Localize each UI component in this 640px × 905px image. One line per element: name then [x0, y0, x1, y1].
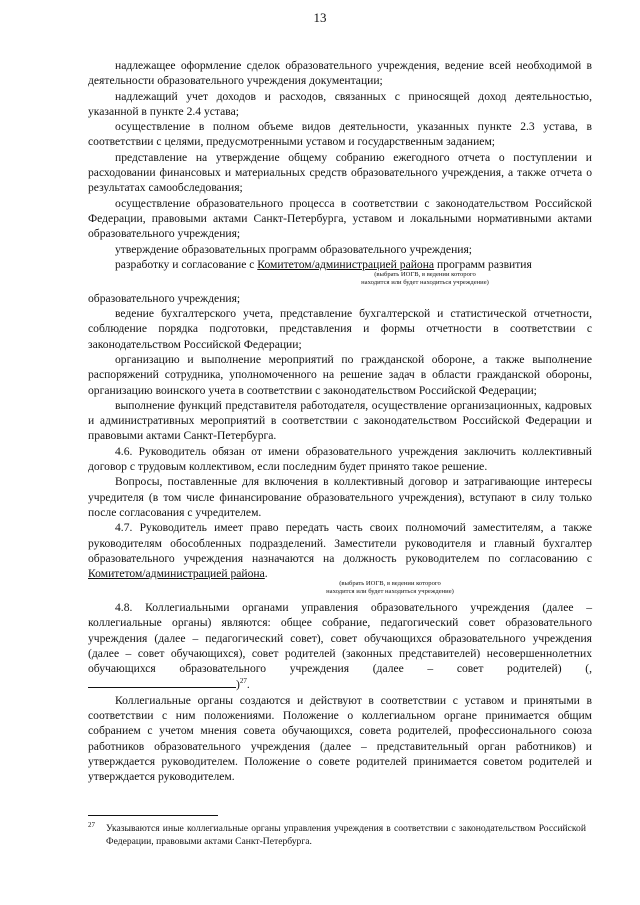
clause-4-8-end: . — [246, 678, 250, 692]
paragraph: ведение бухгалтерского учета, представление бухгалтерской и статистической отчетности, соблюдение порядка подготовки, представления и формы отчетности в соответствии с законодательством Российской Федерации; — [88, 307, 592, 351]
paragraph: выполнение функций представителя работодателя, осуществление организационных, кадровых и административных мероприятий в соответствии с законодательством Российской Федерации и правовыми актами Санкт-Петербурга. — [88, 398, 592, 443]
footnote — [88, 822, 588, 848]
footnote-text: Указываются иные коллегиальные органы управления учреждения в соответствии с законодательством Российской Федерации, правовыми актами Санкт-Петербурга. — [106, 823, 586, 847]
note-line: находится или будет находиться учреждение) — [326, 588, 454, 596]
paragraph: надлежащее оформление сделок образовательного учреждения, ведение всей необходимой в деятельности образовательного учреждения документации; — [88, 59, 592, 88]
page-number: 13 — [313, 10, 327, 25]
clause-4-7-end: . — [264, 567, 268, 581]
authority-placeholder: Комитетом/администрацией района — [88, 567, 265, 581]
note-line: находится или будет находиться учреждение) — [361, 278, 489, 286]
paragraph: организацию и выполнение мероприятий по гражданской обороне, а также выполнение распоряжений сотрудника, уполномоченного на решение задач в области гражданской обороны, организацию воинского учета в соответствии с законодательством Российской Федерации; — [88, 352, 592, 397]
dev-text-after: программ развития — [434, 257, 532, 271]
paragraph: Вопросы, поставленные для включения в коллективный договор и затрагивающие интересы учредителя (в том числе финансирование образовательного учреждения), вступают в силу только после согласования с учредителем. — [88, 475, 592, 519]
paragraph: Коллегиальные органы создаются и действуют в соответствии с уставом и принятыми в соответствии с ним положениями. Положение о коллегиальном органе принимается общим собранием с учетом мнения совета обучающихся, совета родителей, профессионального союза работников образовательного учреждения (далее – представительный орган работников) и утверждается руководителем. Положение о совете родителей принимается советом родителей и утверждается руководителем. — [88, 693, 592, 784]
clause-4-8-text: 4.8. Коллегиальными органами управления образовательного учреждения (далее – коллегиальные органы) являются: общее собрание, педагогический совет образовательного учреждения (далее – педагогический совет), совет обучающихся образовательного учреждения (далее – совет обучающихся), совет родителей (законных представителей) несовершеннолетних обучающихся образовательного учреждения (далее – совет родителей) (, — [88, 600, 592, 676]
note-line: (выбрать ИОГВ, в ведении которого — [374, 271, 476, 279]
paragraph: представление на утверждение общему собранию ежегодного отчета о поступлении и расходовании финансовых и материальных средств образовательного учреждения, а также отчета о результатах самообследования; — [88, 150, 592, 195]
dev-text: разработку и согласование с — [115, 257, 258, 271]
authority-placeholder: Комитетом/администрацией района — [257, 257, 435, 271]
fill-in-blank — [88, 676, 236, 688]
paragraph-continuation: образовательного учреждения; — [88, 291, 241, 305]
document-body — [88, 58, 592, 785]
paragraph: осуществление образовательного процесса в соответствии с законодательством Российской Федерации, правовыми актами Санкт-Петербурга, уставом и локальными нормативными актами образовательного учреждения; — [88, 196, 592, 241]
development-paragraph — [88, 257, 592, 272]
paragraph: осуществление в полном объеме видов деятельности, указанных пункте 2.3 устава, в соответствии с целями, предусмотренными уставом и государственным заданием; — [88, 120, 592, 149]
clause-4-8 — [88, 600, 592, 693]
clause-4-7-text: 4.7. Руководитель имеет право передать часть своих полномочий заместителям, а также руководителям обособленных подразделений. Заместители руководителя и главный бухгалтер образовательного учреждения назначаются на должность руководителем по согласованию с — [88, 521, 592, 565]
paragraph: утверждение образовательных программ образовательного учреждения; — [115, 242, 473, 256]
placeholder-note — [88, 580, 592, 596]
footnote-ref: 27 — [239, 677, 247, 686]
footnote-number: 27 — [88, 820, 95, 829]
clause-4-6: 4.6. Руководитель обязан от имени образовательного учреждения заключить коллективный договор с трудовым коллективом, если последним будет принято такое решение. — [88, 444, 592, 474]
footnote-divider — [88, 815, 218, 816]
clause-4-8-close: ) — [236, 678, 240, 692]
paragraph: надлежащий учет доходов и расходов, связанных с приносящей доход деятельностью, указанной в пункте 2.4 устава; — [88, 89, 592, 118]
note-line: (выбрать ИОГВ, в ведении которого — [339, 580, 441, 588]
clause-4-7 — [88, 520, 592, 581]
placeholder-note — [88, 271, 592, 287]
